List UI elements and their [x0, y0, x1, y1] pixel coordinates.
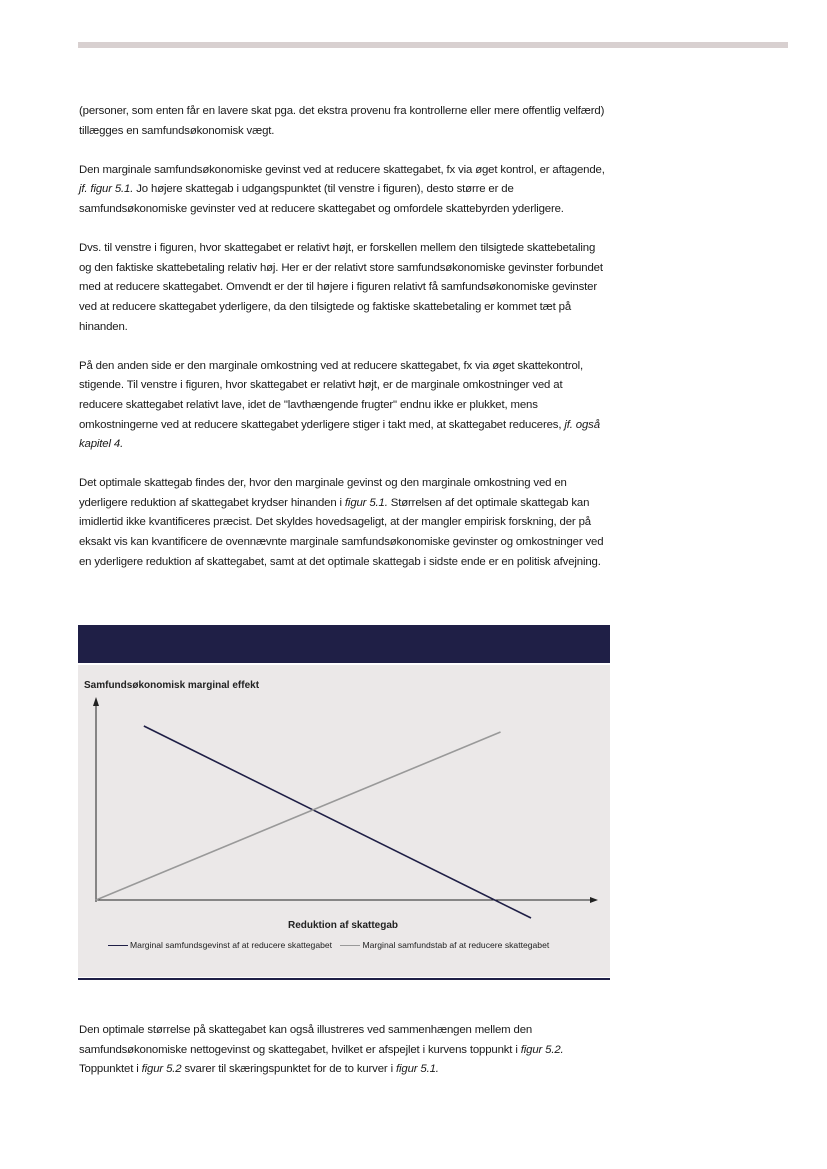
body-paragraphs — [79, 102, 609, 592]
paragraph-bottom: Den optimale størrelse på skattegabet kan også illustreres ved sammenhængen mellem den samfundsøkonomiske nettogevinst og skattegabet, hvilket er afspejlet i kurvens toppunkt i figur 5.2. Toppunktet i figur 5.2 svarer til skæringspunktet for de to kurver i figur 5.1. — [79, 1024, 564, 1076]
figure-reference: figur 5.2. — [520, 1043, 564, 1056]
chart-legend — [108, 940, 555, 950]
legend-item-gevinst — [108, 940, 332, 950]
figure-bottom-rule — [78, 978, 610, 980]
legend-label-gevinst: Marginal samfundsgevinst af at reducere skattegabet — [130, 940, 333, 950]
legend-item-samfundstab — [340, 940, 549, 950]
paragraph-4: På den anden side er den marginale omkostning ved at reducere skattegabet, fx via øget skattekontrol, stigende. Til venstre i figuren, hvor skattegabet er relativt højt, er de marginale omkostninger ved at reducere skattegabet relativt lave, idet de "lavthængende frugter" endnu ikke er plukket, mens omkostningerne ved at reducere skattegabet yderligere stiger i takt med, at skattegabet reduceres, jf. også kapitel 4. — [79, 359, 600, 451]
paragraph-5: Det optimale skattegab findes der, hvor den marginale gevinst og den marginale omkostning ved en yderligere reduktion af skattegabet krydser hinanden i figur 5.1. Størrelsen af det optimale skattegab kan imidlertid ikke kvantificeres præcist. Det skyldes hovedsageligt, at der mangler empirisk forskning, der på eksakt vis kan kvantificere de ovennævnte marginale samfundsøkonomiske gevinster og omkostninger ved en yderligere reduktion af skattegabet, samt at det optimale skattegab i sidste ende er en politisk afvejning. — [79, 477, 604, 568]
paragraph-3: Dvs. til venstre i figuren, hvor skattegabet er relativt højt, er forskellen mellem den tilsigtede skattebetaling og den faktiske skattebetaling relativ høj. Her er der relativt store samfundsøkonomiske gevinster forbundet med at reducere skattegabet. Omvendt er der til højere i figuren relativt få samfundsøkonomiske gevinster ved at reducere skattegabet yderligere, da den tilsigtede og faktiske skattebetaling er kommet tæt på hinanden. — [79, 242, 603, 333]
legend-swatch-samfundstab — [340, 945, 360, 947]
figure-reference: figur 5.2 — [141, 1063, 182, 1076]
figure-reference: figur 5.1. — [344, 496, 388, 509]
figure-reference: figur 5.1. — [395, 1063, 439, 1076]
figure-reference: jf. figur 5.1. — [79, 183, 134, 196]
legend-label-samfundstab: Marginal samfundstab af at reducere skattegabet — [362, 940, 550, 950]
figure-header-bar — [78, 625, 610, 663]
legend-swatch-gevinst — [108, 945, 128, 947]
chart-y-axis-label: Samfundsøkonomisk marginal effekt — [84, 680, 260, 691]
bottom-paragraph — [79, 1021, 609, 1099]
top-rule — [78, 42, 788, 48]
chart-x-axis-label: Reduktion af skattegab — [288, 920, 399, 931]
paragraph-1: (personer, som enten får en lavere skat pga. det ekstra provenu fra kontrollerne eller mere offentlig velfærd) tillægges en samfundsøkonomisk vægt. — [79, 105, 605, 137]
paragraph-2: Den marginale samfundsøkonomiske gevinst ved at reducere skattegabet, fx via øget kontrol, er aftagende, jf. figur 5.1. Jo højere skattegab i udgangspunktet (til venstre i figuren), desto større er de samfundsøkonomiske gevinster ved at reducere skattegabet og omfordele skattebyrden yderligere. — [79, 163, 605, 215]
figure-reference: jf. også kapitel 4. — [79, 418, 600, 451]
